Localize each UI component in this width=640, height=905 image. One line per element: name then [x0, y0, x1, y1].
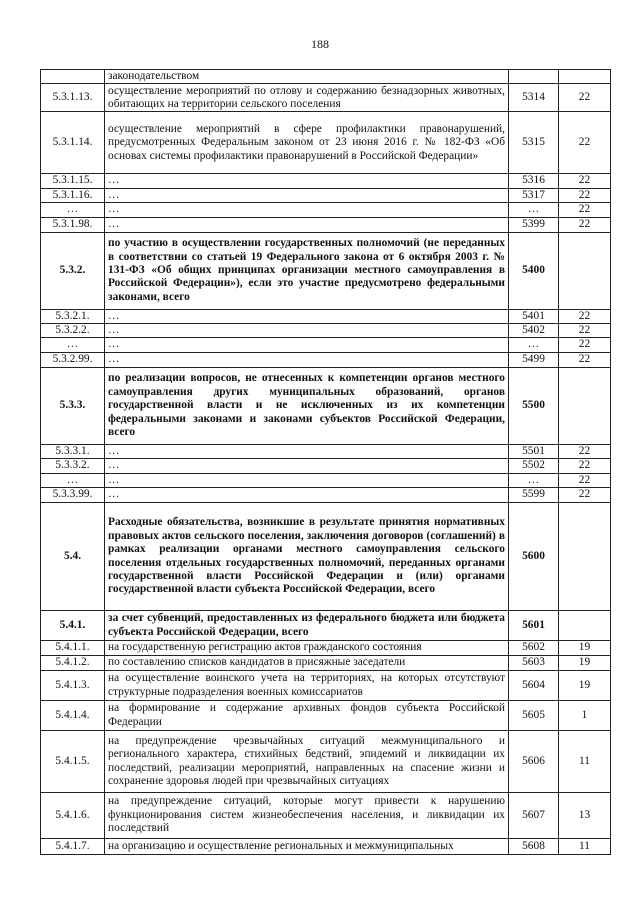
- row-section-code-cell: 11: [559, 839, 611, 855]
- row-description-cell: …: [105, 217, 509, 232]
- row-code-cell: 5.3.2.2.: [41, 324, 105, 338]
- row-line-number-cell: 5316: [509, 174, 559, 188]
- row-code-cell: …: [41, 473, 105, 487]
- row-description-cell: …: [105, 473, 509, 487]
- row-section-code-cell: 19: [559, 671, 611, 701]
- row-line-number-cell: 5602: [509, 641, 559, 656]
- row-description-cell: на организацию и осуществление региональных и межмуниципальных: [105, 839, 509, 855]
- row-section-code-cell: 22: [559, 217, 611, 232]
- row-code-cell: 5.4.1.2.: [41, 656, 105, 671]
- row-description-cell: …: [105, 309, 509, 323]
- page-number: 188: [311, 37, 329, 51]
- row-section-code-cell: 13: [559, 793, 611, 839]
- row-line-number-cell: 5402: [509, 324, 559, 338]
- budget-obligations-table: [40, 69, 611, 855]
- row-description-cell: на предупреждение ситуаций, которые могут привести к нарушению функционирования систем жизнеобеспечения населения, и ликвидации их последствий: [105, 793, 509, 839]
- table-row: [41, 731, 611, 793]
- table-row: [41, 309, 611, 323]
- row-line-number-cell: …: [509, 473, 559, 487]
- row-line-number-cell: 5399: [509, 217, 559, 232]
- row-code-cell: [41, 70, 105, 84]
- row-description-cell: …: [105, 203, 509, 217]
- row-description-cell: законодательством: [105, 70, 509, 84]
- row-description-cell: осуществление мероприятий в сфере профилактики правонарушений, предусмотренных Федеральным законом от 23 июня 2016 г. № 182-ФЗ «Об основах системы профилактики правонарушений в Российской Федерации»: [105, 112, 509, 174]
- table-row: [41, 232, 611, 309]
- row-code-cell: 5.3.1.15.: [41, 174, 105, 188]
- row-section-code-cell: [559, 611, 611, 641]
- row-description-cell: …: [105, 488, 509, 503]
- row-code-cell: 5.4.1.7.: [41, 839, 105, 855]
- row-line-number-cell: 5600: [509, 503, 559, 611]
- table-row: [41, 324, 611, 338]
- row-section-code-cell: 22: [559, 174, 611, 188]
- row-line-number-cell: 5606: [509, 731, 559, 793]
- row-code-cell: 5.3.1.13.: [41, 84, 105, 112]
- row-code-cell: 5.3.3.99.: [41, 488, 105, 503]
- table-row: [41, 444, 611, 458]
- row-section-code-cell: [559, 503, 611, 611]
- row-section-code-cell: 22: [559, 352, 611, 367]
- row-description-cell: …: [105, 174, 509, 188]
- row-line-number-cell: 5315: [509, 112, 559, 174]
- row-section-code-cell: [559, 232, 611, 309]
- row-line-number-cell: 5502: [509, 459, 559, 473]
- row-section-code-cell: 22: [559, 203, 611, 217]
- row-line-number-cell: 5601: [509, 611, 559, 641]
- row-section-code-cell: 22: [559, 112, 611, 174]
- table-row: [41, 611, 611, 641]
- row-section-code-cell: 22: [559, 338, 611, 352]
- row-code-cell: 5.4.1.1.: [41, 641, 105, 656]
- row-line-number-cell: 5607: [509, 793, 559, 839]
- row-code-cell: 5.3.3.1.: [41, 444, 105, 458]
- row-description-cell: …: [105, 338, 509, 352]
- table-row: [41, 459, 611, 473]
- row-section-code-cell: 22: [559, 324, 611, 338]
- table-row: [41, 174, 611, 188]
- row-section-code-cell: 22: [559, 473, 611, 487]
- table-row: [41, 473, 611, 487]
- row-section-code-cell: 19: [559, 656, 611, 671]
- row-code-cell: …: [41, 338, 105, 352]
- row-description-cell: по составлению списков кандидатов в присяжные заседатели: [105, 656, 509, 671]
- row-code-cell: 5.4.1.5.: [41, 731, 105, 793]
- row-section-code-cell: 11: [559, 731, 611, 793]
- row-description-cell: осуществление мероприятий по отлову и содержанию безнадзорных животных, обитающих на территории сельского поселения: [105, 84, 509, 112]
- table-row: [41, 701, 611, 731]
- row-section-code-cell: 1: [559, 701, 611, 731]
- row-line-number-cell: 5500: [509, 367, 559, 444]
- row-line-number-cell: …: [509, 338, 559, 352]
- row-section-code-cell: 22: [559, 84, 611, 112]
- row-line-number-cell: 5604: [509, 671, 559, 701]
- row-description-cell: по реализации вопросов, не отнесенных к компетенции органов местного самоуправления других муниципальных образований, органов государственной власти и не исключенных из их компетенции федеральными законами и законами субъектов Российской Федерации, всего: [105, 367, 509, 444]
- row-description-cell: Расходные обязательства, возникшие в результате принятия нормативных правовых актов сельского поселения, заключения договоров (соглашений) в рамках реализации органами местного самоуправления сельского поселения отдельных государственных полномочий, переданных органами государственной власти Российской Федерации и (или) органами государственной власти субъекта Российской Федерации, всего: [105, 503, 509, 611]
- row-section-code-cell: 22: [559, 309, 611, 323]
- row-code-cell: 5.3.2.99.: [41, 352, 105, 367]
- row-description-cell: …: [105, 459, 509, 473]
- row-description-cell: …: [105, 324, 509, 338]
- table-row: [41, 367, 611, 444]
- row-code-cell: 5.4.1.4.: [41, 701, 105, 731]
- row-code-cell: 5.3.3.: [41, 367, 105, 444]
- row-description-cell: на государственную регистрацию актов гражданского состояния: [105, 641, 509, 656]
- row-description-cell: …: [105, 352, 509, 367]
- table-row: [41, 203, 611, 217]
- table-body: [41, 70, 611, 855]
- row-code-cell: 5.4.1.6.: [41, 793, 105, 839]
- row-line-number-cell: 5599: [509, 488, 559, 503]
- table-row: [41, 70, 611, 84]
- row-code-cell: 5.3.1.16.: [41, 188, 105, 202]
- row-line-number-cell: 5401: [509, 309, 559, 323]
- table-row: [41, 488, 611, 503]
- row-line-number-cell: 5501: [509, 444, 559, 458]
- row-line-number-cell: …: [509, 203, 559, 217]
- table-row: [41, 217, 611, 232]
- table-row: [41, 352, 611, 367]
- table-row: [41, 839, 611, 855]
- row-section-code-cell: 22: [559, 444, 611, 458]
- row-description-cell: за счет субвенций, предоставленных из федерального бюджета или бюджета субъекта Российской Федерации, всего: [105, 611, 509, 641]
- table-row: [41, 641, 611, 656]
- row-line-number-cell: 5317: [509, 188, 559, 202]
- table-row: [41, 188, 611, 202]
- row-description-cell: на формирование и содержание архивных фондов субъекта Российской Федерации: [105, 701, 509, 731]
- row-description-cell: на осуществление воинского учета на территориях, на которых отсутствуют структурные подразделения военных комиссариатов: [105, 671, 509, 701]
- row-code-cell: 5.3.3.2.: [41, 459, 105, 473]
- row-section-code-cell: 19: [559, 641, 611, 656]
- row-section-code-cell: 22: [559, 488, 611, 503]
- row-code-cell: 5.4.1.: [41, 611, 105, 641]
- row-section-code-cell: [559, 367, 611, 444]
- row-line-number-cell: [509, 70, 559, 84]
- row-code-cell: 5.3.1.14.: [41, 112, 105, 174]
- row-line-number-cell: 5603: [509, 656, 559, 671]
- row-description-cell: …: [105, 188, 509, 202]
- row-code-cell: 5.3.2.: [41, 232, 105, 309]
- table-row: [41, 112, 611, 174]
- row-section-code-cell: [559, 70, 611, 84]
- row-line-number-cell: 5608: [509, 839, 559, 855]
- row-line-number-cell: 5400: [509, 232, 559, 309]
- row-section-code-cell: 22: [559, 459, 611, 473]
- row-code-cell: 5.4.1.3.: [41, 671, 105, 701]
- row-code-cell: 5.4.: [41, 503, 105, 611]
- row-description-cell: …: [105, 444, 509, 458]
- table-row: [41, 84, 611, 112]
- row-description-cell: на предупреждение чрезвычайных ситуаций межмуниципального и регионального характера, стихийных бедствий, эпидемий и ликвидации их последствий, реализации мероприятий, направленных на спасение жизни и сохранение здоровья людей при чрезвычайных ситуациях: [105, 731, 509, 793]
- table-row: [41, 671, 611, 701]
- table-row: [41, 503, 611, 611]
- row-line-number-cell: 5499: [509, 352, 559, 367]
- row-code-cell: 5.3.1.98.: [41, 217, 105, 232]
- row-line-number-cell: 5314: [509, 84, 559, 112]
- row-code-cell: 5.3.2.1.: [41, 309, 105, 323]
- table-row: [41, 793, 611, 839]
- row-section-code-cell: 22: [559, 188, 611, 202]
- row-line-number-cell: 5605: [509, 701, 559, 731]
- table-row: [41, 656, 611, 671]
- row-code-cell: …: [41, 203, 105, 217]
- table-row: [41, 338, 611, 352]
- row-description-cell: по участию в осуществлении государственных полномочий (не переданных в соответствии со статьей 19 Федерального закона от 6 октября 2003 г. № 131-ФЗ «Об общих принципах организации местного самоуправления в Российской Федерации»), если это участие предусмотрено федеральными законами, всего: [105, 232, 509, 309]
